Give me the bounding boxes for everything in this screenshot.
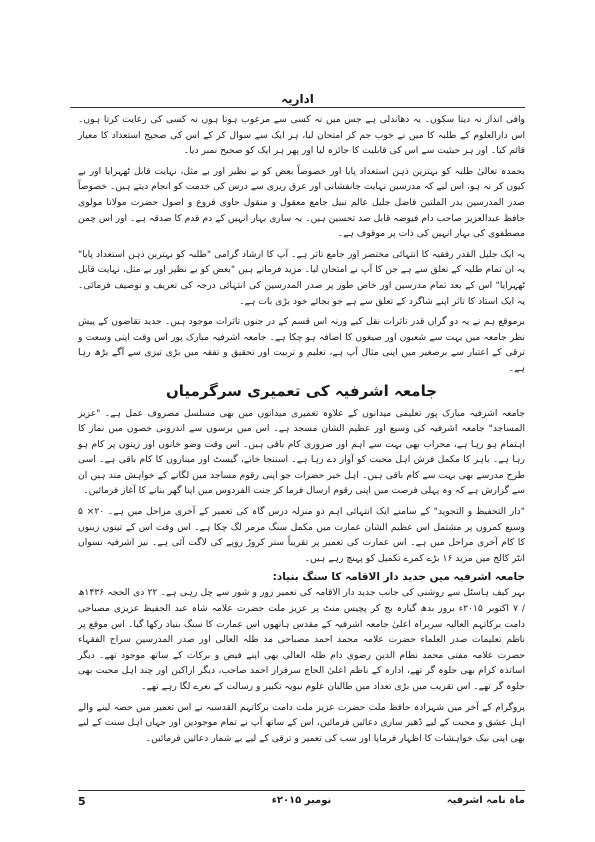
paragraph: وافی انداز نہ دیتا سکوں۔ یہ دھاندلی ہے جس میں نہ کسی سے مرعوب ہوتا ہوں نہ کسی کی رعایت کرتا ہوں۔ اس دارالعلوم کے طلبہ کا میں نے خوب جم کر امتحان لیا، ہر ایک سے سوال کر کے اس کی صحیح استعداد کا معیار قائم کیا۔ اور ہر حیثیت سے اس کی قابلیت کا جائزہ لیا اور پھر ہر ایک کو صحیح نمبر دیا۔ [78, 114, 525, 157]
magazine-name: ماہ نامہ اشرفیہ [446, 795, 525, 806]
paragraph: برموقع ہم نے یہ دو گراں قدر تاثرات نقل کیے ورنہ اس قسم کے در جنوں تاثرات موجود ہیں۔ جدید تقاضوں کے پیش نظر جامعہ میں بہت سے شعبوں اور صیغوں کا اضافہ ہو چکا ہے۔ جامعہ اشرفیہ مبارک پور اس وقت اپنی وسعت و ترقی کے اعتبار سے برصغیر میں اپنی مثال آپ ہے، تعلیم و تربیت اور تحقیق و تفقہ میں بڑی تیزی سے آگے بڑھ رہا ہے۔ [78, 316, 525, 374]
paragraph: بہر کیف ہاسٹل سے روشنی کی جانب جدید دار الاقامہ کی تعمیر زور و شور سے چل رہی ہے۔ ۲۲ ذی الحجہ ۱۴۳۶ھ / ۷ اکتوبر ۲۰۱۵ء بروز بدھ گیارہ بج کر پچیس منٹ پر عزیز ملت حضرت علامہ شاہ عبد الحفیظ عزیزی مصباحی دامت برکاتہم العالیہ سربراہ اعلیٰ جامعہ اشرفیہ کے مقدس ہاتھوں اس عمارت کا سنگ بنیاد رکھا گیا۔ اس موقع پر ناظم تعلیمات صدر العلماء حضرت علامہ محمد احمد مصباحی مد ظلہ العالی اور صدر المدرسین سراج الفقہاء حضرت علامہ مفتی محمد نظام الدین رضوی دام ظلہ العالی بھی اپنے فیض و برکات کے ساتھ موجود تھے۔ دیگر اساتذہ کرام بھی جلوہ گر تھے، ادارہ کے ناظم اعلیٰ الحاج سرفراز احمد صاحب، دیگر اراکین اور چند اہل محبت بھی جلوہ گر تھے۔ اس تقریب میں بڑی تعداد میں طالبان علوم نبویہ تکبیر و رسالت کے نعرے لگا رہے تھے۔ [78, 587, 526, 692]
paragraph: بحمدہ تعالیٰ طلبہ کو بہترین ذہن استعداد پایا اور خصوصاً بعض کو بے نظیر اور بے مثل، نہایت قابل ٹھہرایا اور بے کیوں کر نہ ہو، اس لیے کہ مدرسین نہایت جانفشانی اور عرق ریزی سے درس کی خدمت کو انجام دیتے ہیں۔ خصوصاً صدر المدرسین بدر الملتین فاضل جلیل عالم نبیل جامع معقول و منقول حاوی فروع و اصول حضرت مولانا مولوی حافظ عبدالعزیز صاحب دام فیوضہ قابل صد تحسین ہیں۔ یہ ساری بہار انہیں کے دم قدم کا صدقہ ہے۔ اور اس چمن مصطفوی کی بہار انہیں کی ذات پر موقوف ہے۔ [78, 165, 525, 240]
sub-title: جامعہ اشرفیہ میں جدید دار الاقامہ کا سنگ بنیاد: [272, 571, 525, 584]
paragraph: جامعہ اشرفیہ مبارک پور تعلیمی میدانوں کے علاوہ تعمیری میدانوں میں بھی مسلسل مصروف عمل ہے۔ "عزیز المساجد" جامعہ اشرفیہ کی وسیع اور عظیم الشان مسجد ہے۔ اس میں برسوں سے اندرونی حصوں میں نماز کا اہتمام ہو رہا ہے، محراب بھی بہت سے اہم اور ضروری کام باقی ہیں۔ اس وقت وضو خانوں اور زینوں پر کام ہو رہا ہے۔ باہر کا مکمل فرش اہل محبت کو آواز دے رہا ہے۔ استنجا خانے، گیسٹ اور میناروں کا کام باقی ہے۔ اسی طرح مدرسے بھی بہت سے کام باقی ہیں۔ اہل خیر حضرات جو اپنی رقوم مساجد میں لگانے کے خواہش مند ہیں ان سے گزارش ہے کہ وہ پہلی فرصت میں اپنی رقوم ارسال فرما کر جنت الفردوس میں اپنا گھر بنانے کا آغاز فرمائیں۔ [78, 407, 525, 497]
header-title: اداریہ [281, 92, 314, 106]
paragraph: پروگرام کے آخر میں شہزادہ حافظ ملت حضرت عزیز ملت دامت برکاتہم القدسیہ نے اس تعمیر میں حصہ لینے والے اہل عشق و محبت کے لیے ڈھیر ساری دعائیں فرمائیں، اس کے ساتھ آپ نے تمام موجودین اور جہاں اہل سنت کے لیے بھی اپنی نیک خواہشات کا اظہار فرمایا اور سب کی تعمیر و ترقی کے لیے بے شمار دعائیں فرمائیں۔ [78, 701, 525, 744]
issue-date: نومبر ۲۰۱۵ء [271, 795, 332, 806]
article-body [78, 112, 525, 751]
header-rule [70, 107, 525, 108]
paragraph: یہ ایک جلیل القدر رفقیہ کا انتہائی مختصر اور جامع تاثر ہے۔ آپ کا ارشاد گرامی "طلبہ کو بہترین ذہن استعداد پایا" یہ ان تمام طلبہ کے تعلق سے ہے جن کا آپ نے امتحان لیا۔ مزید فرماتے ہیں "بعض کو بے نظیر اور بے مثل، نہایت قابل ٹھہرایا" اس کے بعد تمام مدرسین اور خاص طور پر صدر المدرسین کی انتہائی درجہ کی تعریف و توصیف فرمائی۔ یہ ایک استاذ کا تاثر اپنے شاگرد کے تعلق سے ہے جو بجائے خود بڑی بات ہے۔ [78, 248, 525, 307]
page-number: 5 [78, 795, 86, 808]
page-header [70, 88, 525, 108]
section-title: جامعہ اشرفیہ کی تعمیری سرگرمیاں [165, 381, 438, 400]
paragraph: "دار التحفیظ و التجوید" کے سامنے ایک انتہائی اہم دو منزلہ درس گاہ کی تعمیر کے آخری مراحل میں ہے۔ ۲۰× ۵ وسیع کمروں پر مشتمل اس عظیم الشان عمارت میں مکمل سنگ مرمر لگ چکا ہے۔ اس وقت اس کے تینوں زینوں کا کام آخری مراحل میں ہے۔ اس عمارت کی تعمیر پر تقریباً ستر کروڑ روپے کی لاگت آئی ہے۔ نیز اشرفیہ نسواں انٹر کالج میں مزید ۱۶ بڑے کمرے تکمیل کو پہنچ رہے ہیں۔ [78, 506, 526, 564]
page-footer [78, 790, 525, 811]
